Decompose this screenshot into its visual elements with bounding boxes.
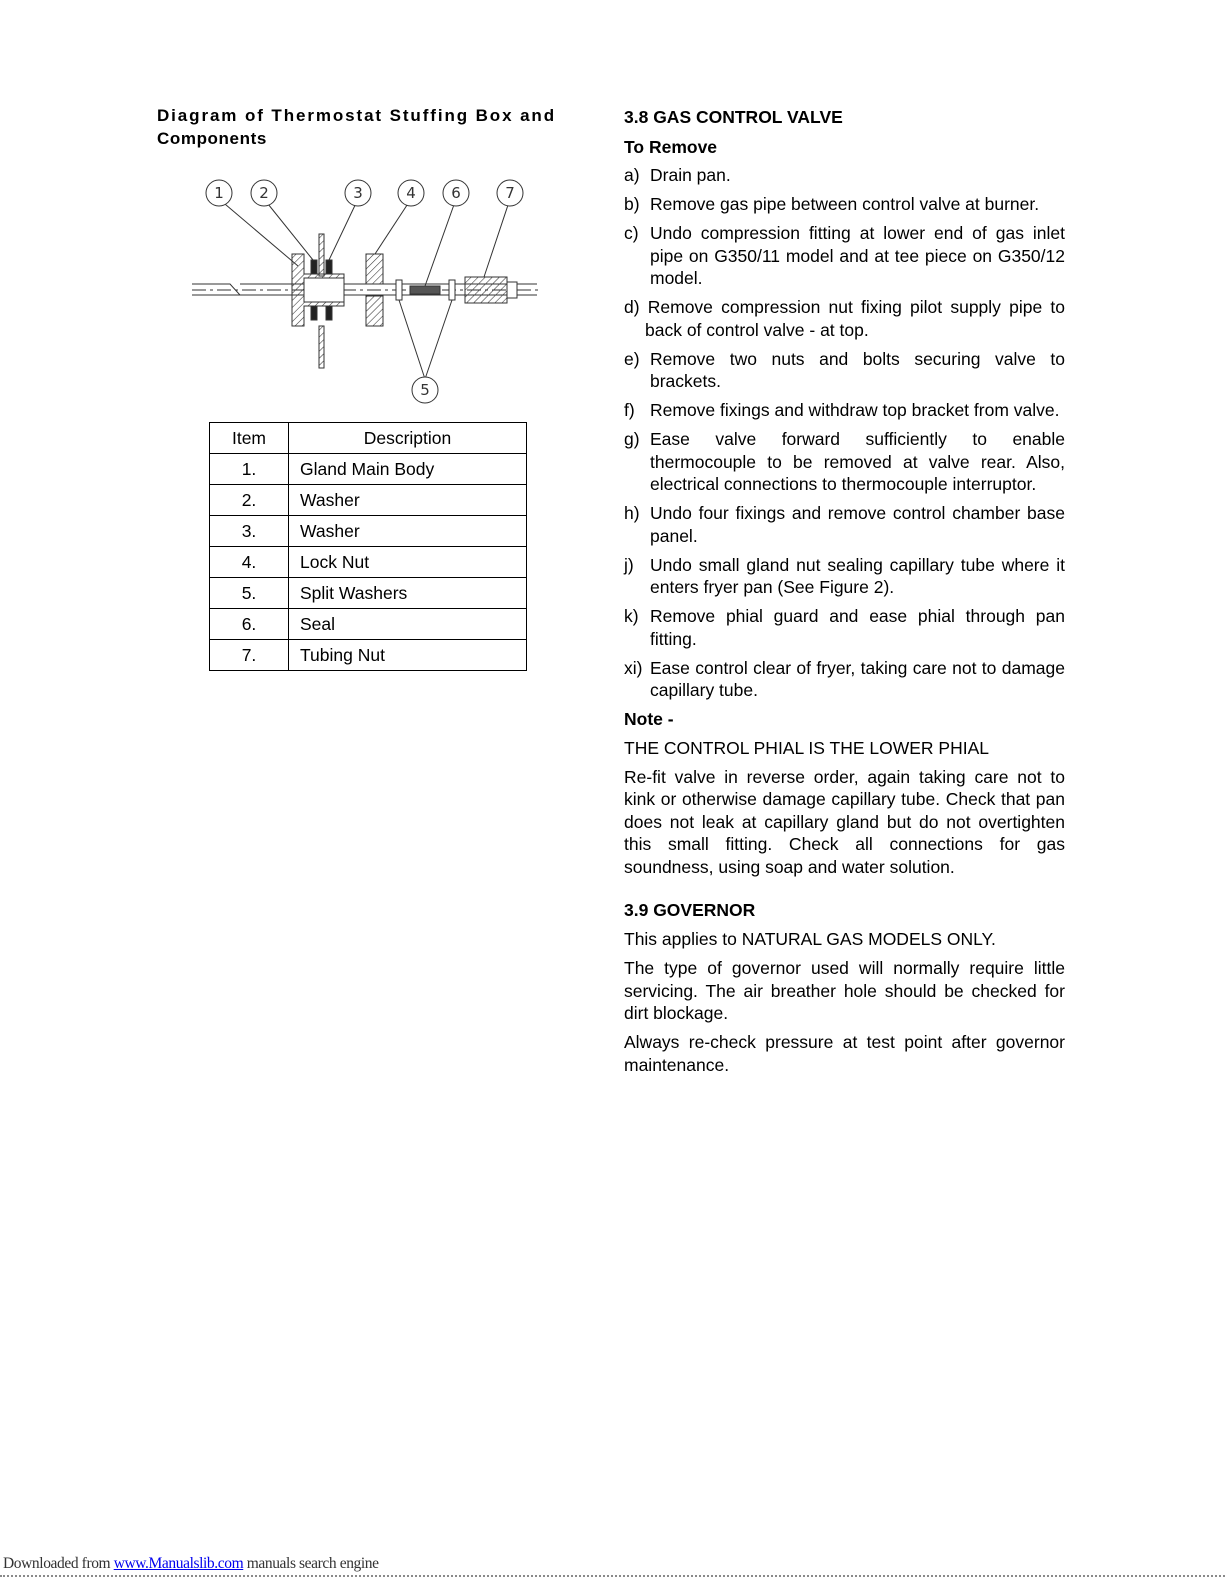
step-marker: xi) (624, 657, 643, 678)
footer-suffix: manuals search engine (243, 1555, 379, 1572)
list-item (624, 296, 1065, 341)
list-item (624, 399, 1065, 422)
row-item: 6. (210, 609, 289, 640)
row-item: 1. (210, 454, 289, 485)
list-item (624, 657, 1065, 702)
step-text: Ease control clear of fryer, taking care not to damage capillary tube. (650, 657, 1065, 700)
row-description: Washer (289, 516, 527, 547)
step-text: Remove phial guard and ease phial through pan fitting. (650, 606, 1065, 649)
diagram-title-line2: Components (157, 129, 267, 148)
refit-paragraph: Re-fit valve in reverse order, again taking care not to kink or otherwise damage capillary tube. Check that pan does not leak at capillary gland but do not overtighten this small fitting. Check all connections for gas soundness, using soap and water solution. (624, 766, 1065, 877)
callout-1: 1 (214, 184, 224, 202)
step-marker: j) (624, 554, 634, 575)
pan-wall-lower (319, 326, 324, 368)
note-label: Note - (624, 709, 674, 729)
left-column (157, 104, 597, 665)
seal (410, 286, 440, 294)
table-row (210, 640, 527, 671)
callout-4: 4 (406, 184, 416, 202)
note-text: THE CONTROL PHIAL IS THE LOWER PHIAL (624, 737, 989, 758)
split-washer-b (449, 280, 455, 300)
step-text: Remove gas pipe between control valve at burner. (650, 194, 1040, 214)
list-item (624, 605, 1065, 650)
parts-table-header (210, 423, 527, 454)
table-row (210, 454, 527, 485)
washer-2 (311, 260, 317, 274)
list-item (624, 348, 1065, 393)
table-row (210, 516, 527, 547)
parts-table (209, 422, 527, 671)
callout-2: 2 (259, 184, 269, 202)
row-description: Gland Main Body (289, 454, 527, 485)
footer-divider (0, 1575, 1225, 1577)
step-text: Undo compression fitting at lower end of gas inlet pipe on G350/11 model and at tee piece on G350/12 model. (650, 223, 1065, 288)
manualslib-link[interactable]: www.Manualslib.com (113, 1555, 244, 1572)
governor-paragraph-1: This applies to NATURAL GAS MODELS ONLY. (624, 929, 996, 949)
row-item: 5. (210, 578, 289, 609)
table-row (210, 485, 527, 516)
governor-paragraph-3: Always re-check pressure at test point after governor maintenance. (624, 1032, 1065, 1075)
split-washer-a (396, 280, 402, 300)
list-item (624, 554, 1065, 599)
step-text: Remove compression nut fixing pilot supply pipe to back of control valve - at top. (645, 297, 1065, 340)
callout-7: 7 (505, 184, 515, 202)
row-description: Washer (289, 485, 527, 516)
callout-3: 3 (353, 184, 363, 202)
step-text: Undo four fixings and remove control chamber base panel. (650, 503, 1065, 546)
lock-nut (366, 254, 383, 284)
header-description: Description (289, 423, 527, 454)
footer-prefix: Downloaded from (3, 1555, 114, 1572)
step-marker: e) (624, 348, 640, 369)
row-description: Seal (289, 609, 527, 640)
step-text: Drain pan. (650, 165, 731, 185)
footer-text (3, 1555, 379, 1573)
step-marker: k) (624, 606, 639, 626)
row-description: Split Washers (289, 578, 527, 609)
table-row (210, 578, 527, 609)
step-marker: b) (624, 194, 640, 214)
pan-wall-upper (319, 234, 324, 276)
section-38-heading: 3.8 GAS CONTROL VALVE (624, 107, 843, 127)
step-marker: c) (624, 223, 639, 243)
step-marker: h) (624, 503, 640, 523)
list-item (624, 502, 1065, 547)
download-footer (0, 1555, 1225, 1585)
governor-paragraph-2: The type of governor used will normally require little servicing. The air breather hole should be checked for dirt blockage. (624, 958, 1065, 1023)
list-item (624, 164, 1065, 187)
row-item: 7. (210, 640, 289, 671)
step-text: Remove fixings and withdraw top bracket from valve. (650, 400, 1060, 420)
tubing-nut (465, 277, 507, 303)
callout-6: 6 (451, 184, 461, 202)
diagram-title (157, 104, 597, 150)
list-item (624, 222, 1065, 290)
row-description: Lock Nut (289, 547, 527, 578)
step-marker: a) (624, 165, 640, 185)
callout-5: 5 (420, 381, 430, 399)
washer-3 (326, 260, 332, 274)
list-item (624, 428, 1065, 496)
row-description: Tubing Nut (289, 640, 527, 671)
step-marker: g) (624, 429, 640, 449)
table-row (210, 547, 527, 578)
step-text: Undo small gland nut sealing capillary tube where it enters fryer pan (See Figure 2). (650, 554, 1065, 597)
diagram-title-line1: Diagram of Thermostat Stuffing Box and (157, 106, 556, 125)
step-marker: d) (624, 297, 640, 317)
stuffing-box-diagram (192, 174, 552, 414)
table-row (210, 609, 527, 640)
step-text: Remove two nuts and bolts securing valve to brackets. (650, 348, 1065, 391)
to-remove-heading: To Remove (624, 136, 718, 157)
header-item: Item (210, 423, 289, 454)
right-column (624, 106, 1065, 1083)
step-marker: f) (624, 400, 635, 420)
row-item: 3. (210, 516, 289, 547)
row-item: 4. (210, 547, 289, 578)
section-39-heading: 3.9 GOVERNOR (624, 899, 756, 920)
list-item (624, 193, 1065, 216)
row-item: 2. (210, 485, 289, 516)
step-text: Ease valve forward sufficiently to enable thermocouple to be removed at valve rear. Also, electrical connections to thermocouple interruptor. (650, 429, 1065, 494)
